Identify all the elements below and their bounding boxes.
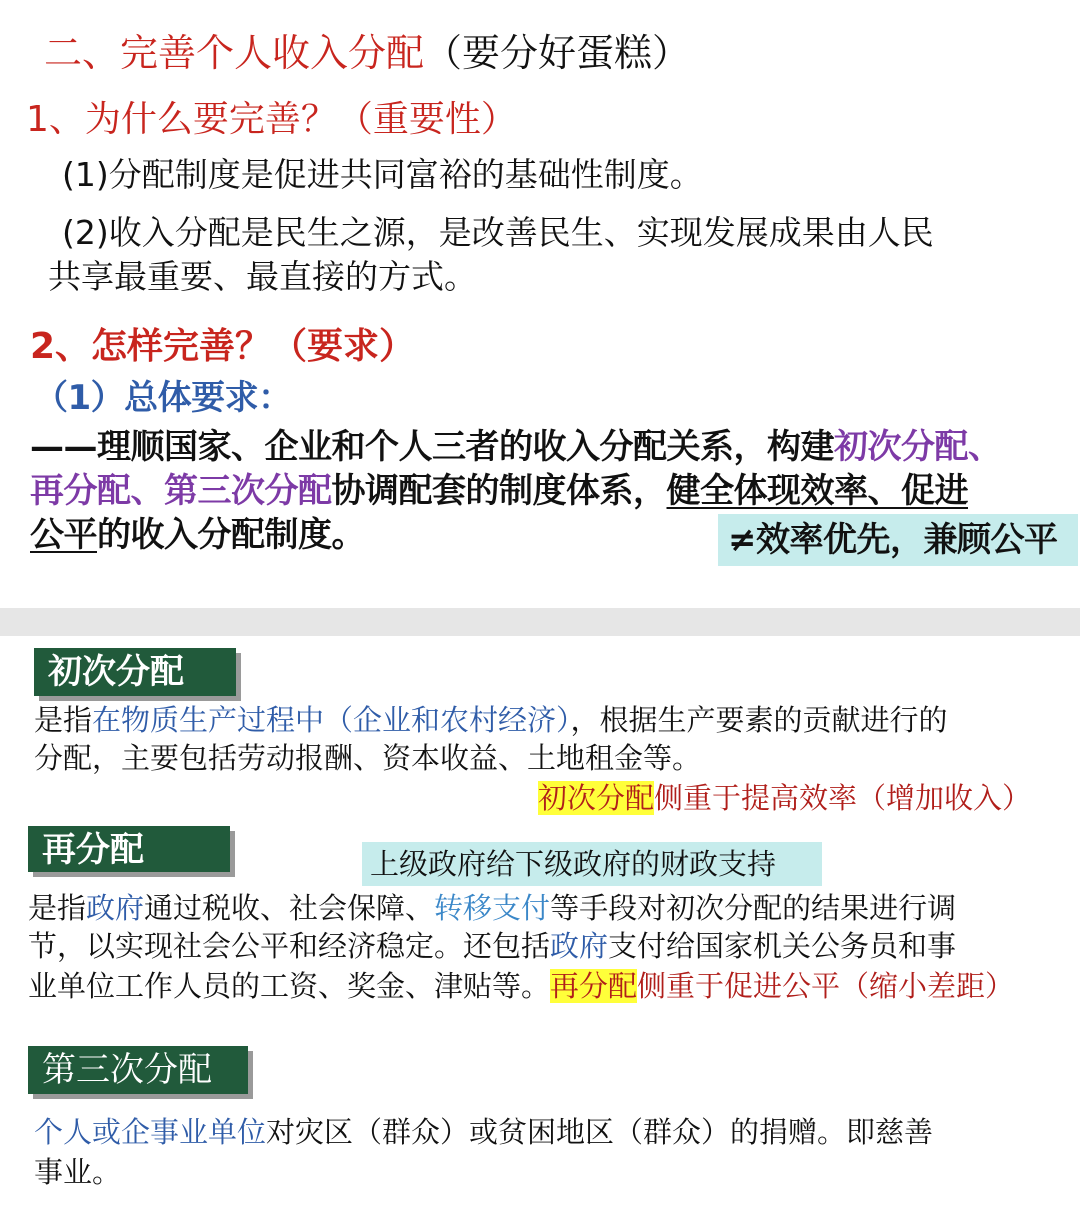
redistribution-text: 支付给国家机关公务员和事	[608, 929, 957, 963]
requirement-line-2	[30, 468, 968, 514]
redistribution-terms: 再分配、第三次分配	[30, 471, 332, 511]
government-term: 政府	[86, 891, 145, 925]
redistribution-tag: 再分配	[28, 826, 230, 872]
requirement-text: ——理顺国家、企业和个人三者的收入分配关系，构建	[30, 427, 834, 467]
bottom-panel	[0, 636, 1080, 1228]
efficiency-fairness-phrase: 健全体现效率、促进	[666, 471, 968, 511]
requirement-line-3	[30, 512, 365, 558]
primary-line-1	[34, 700, 948, 740]
redistribution-text: 业单位工作人员的工资、奖金、津贴等。	[28, 969, 551, 1003]
requirement-text: 协调配套的制度体系，	[331, 471, 667, 511]
redistribution-line-2	[28, 926, 956, 966]
requirement-line-1	[30, 424, 1002, 470]
primary-focus-highlight: 初次分配	[538, 781, 655, 815]
redistribution-text: 通过税收、社会保障、	[144, 891, 435, 925]
third-line-2: 事业。	[34, 1155, 122, 1189]
q1-title: 1、为什么要完善？（重要性）	[26, 99, 517, 140]
fiscal-support-note-box	[362, 842, 822, 886]
requirement-text: 的收入分配制度。	[97, 515, 365, 555]
redistribution-line-3	[28, 966, 1014, 1006]
top-panel	[0, 0, 1080, 608]
primary-focus-text: 侧重于提高效率（增加收入）	[654, 781, 1032, 815]
redistribution-focus-highlight: 再分配	[550, 969, 638, 1003]
donor-term: 个人或企事业单位	[34, 1115, 267, 1149]
redistribution-text: 节，以实现社会公平和经济稳定。还包括	[28, 929, 551, 963]
primary-text: 是指	[34, 703, 93, 737]
primary-focus	[538, 778, 1031, 818]
q1-point-2-line-1: (2)收入分配是民生之源，是改善民生、实现发展成果由人民	[62, 213, 934, 252]
primary-text: ，根据生产要素的贡献进行的	[570, 703, 948, 737]
primary-line-2: 分配，主要包括劳动报酬、资本收益、土地租金等。	[34, 741, 702, 775]
section-title	[44, 28, 690, 78]
government-term: 政府	[550, 929, 609, 963]
primary-distribution-tag: 初次分配	[34, 648, 236, 696]
efficiency-note-box	[718, 514, 1078, 566]
redistribution-focus-text: 侧重于促进公平（缩小差距）	[637, 969, 1015, 1003]
fiscal-support-note-text: 上级政府给下级政府的财政支持	[370, 847, 777, 881]
redistribution-text: 是指	[28, 891, 87, 925]
q1-point-1: (1)分配制度是促进共同富裕的基础性制度。	[62, 155, 703, 194]
efficiency-note-text: ≠效率优先，兼顾公平	[728, 520, 1058, 560]
third-line-1	[34, 1112, 933, 1152]
primary-distribution-term: 初次分配、	[834, 427, 1002, 467]
q2-subtitle: （1）总体要求：	[34, 378, 292, 418]
transfer-payment-term: 转移支付	[434, 891, 551, 925]
redistribution-line-1	[28, 888, 956, 928]
section-title-note: （要分好蛋糕）	[424, 31, 691, 75]
q2-title: 2、怎样完善？（要求）	[30, 326, 416, 367]
fairness-word: 公平	[30, 515, 97, 555]
third-text: 对灾区（群众）或贫困地区（群众）的捐赠。即慈善	[266, 1115, 934, 1149]
primary-scope: 在物质生产过程中（企业和农村经济）	[92, 703, 571, 737]
redistribution-text: 等手段对初次分配的结果进行调	[550, 891, 957, 925]
section-title-main: 二、完善个人收入分配	[44, 31, 425, 75]
third-distribution-tag: 第三次分配	[28, 1046, 248, 1094]
q1-point-2-line-2: 共享最重要、最直接的方式。	[48, 257, 477, 296]
